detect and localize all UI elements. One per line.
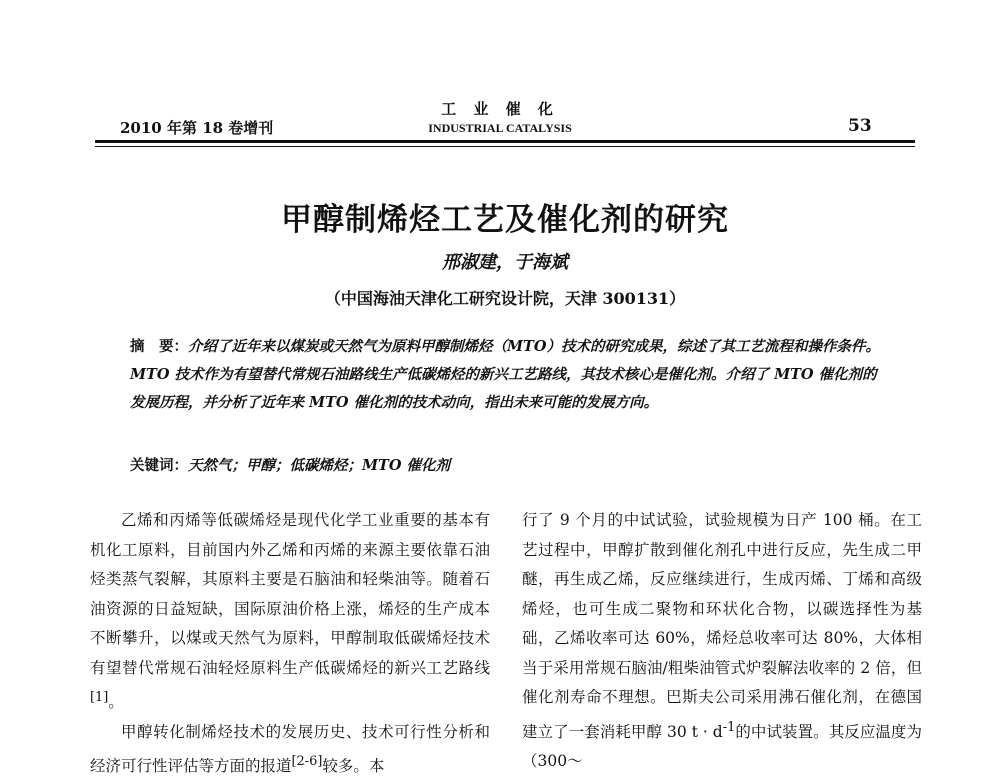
journal-name [380,98,620,136]
journal-issue: 2010 年第 18 卷增刊 [120,119,274,137]
keywords-text: 天然气；甲醇；低碳烯烃；MTO 催化剂 [188,457,451,474]
article-affiliation: （中国海油天津化工研究设计院，天津 300131） [324,289,686,308]
body-column-right [522,506,922,777]
abstract-label: 摘 要： [130,339,188,355]
paragraph-text: 乙烯和丙烯等低碳烯烃是现代化学工业重要的基本有机化工原料，目前国内外乙烯和丙烯的来源主要依靠石油烃类蒸气裂解，其原料主要是石脑油和轻柴油等。随着石油资源的日益短缺，国际原油价格上涨，烯烃的生产成本不断攀升，以煤或天然气为原料，甲醇制取低碳烯烃技术有望替代常规石油轻烃原料生产低碳烯烃的新兴工艺路线 [90,511,490,677]
page-number: 53 [848,116,872,136]
keywords-label: 关键词： [130,458,188,474]
paragraph-text: 行了 9 个月的中试试验，试验规模为日产 100 桶。在工艺过程中，甲醇扩散到催化剂孔中进行反应，先生成二甲醚，再生成乙烯，反应继续进行，生成丙烯、丁烯和高级烯烃，也可生成二聚物和环状化合物，以碳选择性为基础，乙烯收率可达 60%，烯烃总收率可达 80%，大体相当于采用常规石脑油/粗柴油管式炉裂解法收率的 2 倍，但催化剂寿命不理想。巴斯夫公司采用沸石催化剂，在德国建立了一套消耗甲醇 30 t · d [522,511,922,741]
superscript: -1 [722,719,736,735]
citation: [1] [90,690,109,705]
body-column-left [90,506,490,782]
paragraph [90,718,490,782]
paragraph [90,506,490,718]
citation: [2-6] [291,754,323,770]
journal-name-cn: 工 业 催 化 [441,100,559,118]
paragraph-text: 的中试装置。其反应温度为（300～ [522,722,922,771]
header-rule-thick [95,140,915,143]
article-title: 甲醇制烯烃工艺及催化剂的研究 [281,202,729,238]
paragraph [522,506,922,777]
paragraph-text: 甲醇转化制烯烃技术的发展历史、技术可行性分析和经济可行性评估等方面的报道 [90,722,490,776]
paragraph-text: 。 [108,693,124,712]
abstract [130,333,880,417]
keywords [130,452,880,480]
header-rule-thin [95,146,915,147]
article-authors: 邢淑建，于海斌 [442,252,568,273]
abstract-text: 介绍了近年来以煤炭或天然气为原料甲醇制烯烃（MTO）技术的研究成果，综述了其工艺流程和操作条件。MTO 技术作为有望替代常规石油路线生产低碳烯烃的新兴工艺路线，其技术核心是催化剂。介绍了 MTO 催化剂的发展历程，并分析了近年来 MTO 催化剂的技术动向，指出未来可能的发展方向。 [130,338,880,411]
journal-name-en: INDUSTRIAL CATALYSIS [428,121,572,135]
paragraph-text: 较多。本 [322,757,385,776]
